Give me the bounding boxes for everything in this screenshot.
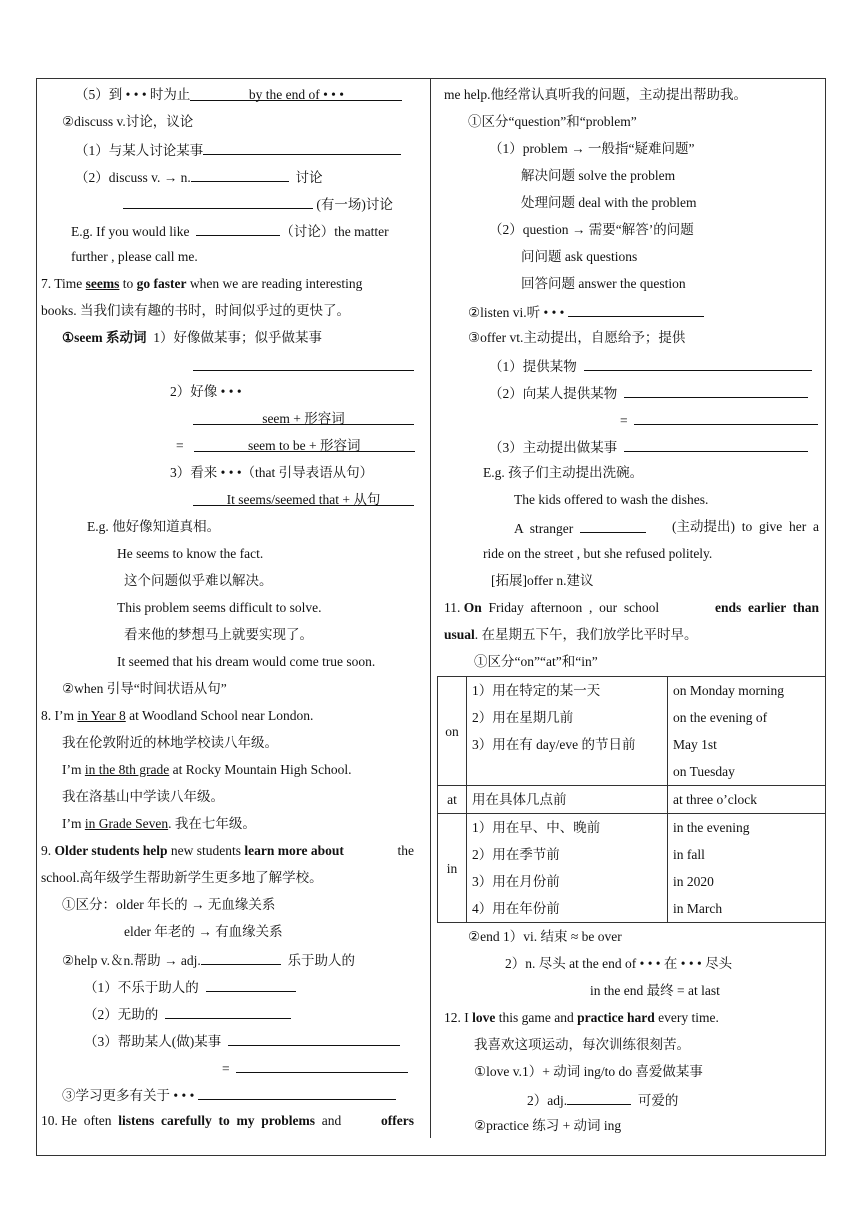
fill-blank [624, 383, 808, 398]
problem-note: （1）problem → 一般指“疑难问题” [489, 141, 695, 156]
seem-to-be: = seem to be + 形容词 [176, 437, 415, 455]
prep-cell: at [438, 786, 467, 814]
examples-cell: at three o’clock [668, 786, 826, 814]
sentence-9: 9. Older students help new students learn more about the [41, 843, 414, 858]
sentence-8: 8. I’m in Year 8 at Woodland School near London. [41, 708, 314, 723]
fill-blank [123, 194, 313, 209]
preposition-table [437, 676, 826, 923]
question-note: （2）question → 需要“解答’的问题 [489, 222, 694, 237]
older-note: ①区分：older 年长的 → 无血缘关系 [62, 897, 276, 912]
sentence-7: 7. Time seems to go faster when we are reading interesting [41, 276, 363, 291]
help-heading: ②help v.＆n.帮助 → adj. 乐于助人的 [62, 950, 355, 970]
offer-item-2: （2）向某人提供某物 [489, 383, 808, 403]
seem-item-2: 2）好像 • • • [170, 384, 242, 399]
discuss-example: E.g. If you would like （讨论）the matter [71, 221, 389, 241]
fill-blank [584, 356, 812, 371]
answer-blank: by the end of • • • [190, 86, 402, 101]
uses-cell: 用在具体几点前 [467, 786, 668, 814]
seem-heading: ①seem 系动词 1）好像做某事；似乎做某事 [62, 330, 322, 345]
fill-blank [228, 1031, 400, 1046]
end-note-1: ②end 1）vi. 结束 ≈ be over [468, 929, 622, 944]
seem-adj: seem + 形容词 [193, 410, 414, 428]
sentence-11: 11. On Friday afternoon , our school ends earlier than [444, 600, 819, 615]
offer-heading: ③offer vt.主动提出，自愿给予；提供 [468, 330, 686, 345]
column-divider [430, 78, 431, 1138]
fill-blank [191, 167, 289, 182]
sentence-8-alt-translation: 我在洛基山中学读八年级。 [62, 789, 224, 804]
table-row [438, 814, 826, 923]
love-note: ①love v.1）+ 动词 ing/to do 喜爱做某事 [474, 1064, 703, 1079]
sentence-10: 10. He often listens carefully to my problems and offers [41, 1113, 414, 1128]
offer-extension: [拓展]offer n.建议 [491, 573, 594, 588]
help-item-3-alt: = [222, 1058, 408, 1078]
end-note-3: in the end 最终 = at last [590, 983, 720, 998]
end-note-2: 2）n. 尽头 at the end of • • • 在 • • • 尽头 [505, 956, 733, 971]
help-item-1: （1）不乐于助人的 [84, 977, 296, 997]
prep-cell: in [438, 814, 467, 923]
fill-blank [203, 140, 401, 155]
offer-exercise-cont: ride on the street , but she refused politely. [483, 546, 713, 561]
seem-example-1-en: He seems to know the fact. [117, 546, 264, 561]
when-note: ②when 引导“时间状语从句” [62, 681, 227, 696]
discuss-item-1: （1）与某人讨论某事 [75, 140, 401, 160]
deal-with-problem: 处理问题 deal with the problem [521, 195, 697, 210]
help-item-2: （2）无助的 [84, 1004, 291, 1024]
fill-blank [165, 1004, 291, 1019]
sentence-9-translation: school.高年级学生帮助新学生更多地了解学校。 [41, 870, 323, 885]
fill-blank [206, 977, 296, 992]
sentence-10-cont: me help.他经常认真听我的问题，主动提出帮助我。 [444, 87, 747, 102]
help-item-3: （3）帮助某人(做)某事 [84, 1031, 400, 1051]
fill-blank [193, 356, 414, 371]
solve-problem: 解决问题 solve the problem [521, 168, 676, 183]
seem-example-3: 看来他的梦想马上就要实现了。 [124, 627, 313, 642]
answer-question: 回答问题 answer the question [521, 276, 686, 291]
seem-example-2-en: This problem seems difficult to solve. [117, 600, 322, 615]
ask-questions: 问问题 ask questions [521, 249, 638, 264]
examples-cell: in the evening in fall in 2020 in March [668, 814, 826, 923]
note-by-the-end: （5）到 • • • 时为止 by the end of • • • [75, 86, 402, 104]
examples-cell: on Monday morning on the evening of May 1st on Tuesday [668, 677, 826, 786]
offer-item-3: （3）主动提出做某事 [489, 437, 808, 457]
question-problem-heading: ①区分“question”和“problem” [468, 114, 637, 129]
uses-cell: 1）用在特定的某一天 2）用在星期几前 3）用在有 day/eve 的节日前 [467, 677, 668, 786]
sentence-7-translation: books. 当我们读有趣的书时，时间似乎过的更快了。 [41, 303, 351, 318]
fill-blank [634, 410, 818, 425]
fill-blank [236, 1058, 408, 1073]
seem-item-3: 3）看来 • • •（that 引导表语从句） [170, 465, 374, 480]
seem-example-3-en: It seemed that his dream would come true soon. [117, 654, 376, 669]
discuss-heading: ②discuss v.讨论，议论 [62, 114, 194, 129]
offer-example-en: The kids offered to wash the dishes. [514, 492, 709, 507]
sentence-12-translation: 我喜欢这项运动，每次训练很刻苦。 [474, 1037, 690, 1052]
fill-blank [201, 950, 281, 965]
discuss-example-cont: further , please call me. [71, 249, 198, 264]
sentence-8-alt: I’m in the 8th grade at Rocky Mountain High School. [62, 762, 352, 777]
learn-more-note: ③学习更多有关于 • • • [62, 1085, 396, 1105]
fill-blank [624, 437, 808, 452]
offer-example-cn: E.g. 孩子们主动提出洗碗。 [483, 465, 644, 480]
offer-item-2-alt: = [620, 410, 818, 430]
fill-blank [567, 1090, 631, 1105]
fill-blank [580, 518, 646, 533]
fill-blank [196, 221, 280, 236]
offer-item-1: （1）提供某物 [489, 356, 812, 376]
table-row [438, 786, 826, 814]
discuss-item-3: (有一场)讨论 [123, 194, 393, 214]
sentence-12: 12. I love this game and practice hard every time. [444, 1010, 719, 1025]
sentence-11-cont: usual. 在星期五下午，我们放学比平时早。 [444, 627, 698, 642]
seem-example-1: E.g. 他好像知道真相。 [87, 519, 221, 534]
sentence-8-alt-2: I’m in Grade Seven. 我在七年级。 [62, 816, 256, 831]
prep-cell: on [438, 677, 467, 786]
practice-note: ②practice 练习 + 动词 ing [474, 1118, 622, 1133]
discuss-item-2: （2）discuss v. → n. 讨论 [75, 167, 323, 187]
uses-cell: 1）用在早、中、晚前 2）用在季节前 3）用在月份前 4）用在年份前 [467, 814, 668, 923]
seem-clause: It seems/seemed that + 从句 [193, 491, 414, 509]
listen-note: ②listen vi.听 • • • [468, 302, 704, 322]
fill-blank [568, 302, 704, 317]
fill-blank [198, 1085, 396, 1100]
on-at-in-heading: ①区分“on”“at”和“in” [474, 654, 598, 669]
table-row [438, 677, 826, 786]
sentence-8-translation: 我在伦敦附近的林地学校读八年级。 [62, 735, 278, 750]
elder-note: elder 年老的 → 有血缘关系 [124, 924, 283, 939]
seem-example-2: 这个问题似乎难以解决。 [124, 573, 273, 588]
love-adj: 2）adj. 可爱的 [527, 1090, 678, 1110]
offer-exercise: A stranger (主动提出) to give her a [514, 519, 819, 536]
seem-blank-1 [193, 356, 414, 376]
